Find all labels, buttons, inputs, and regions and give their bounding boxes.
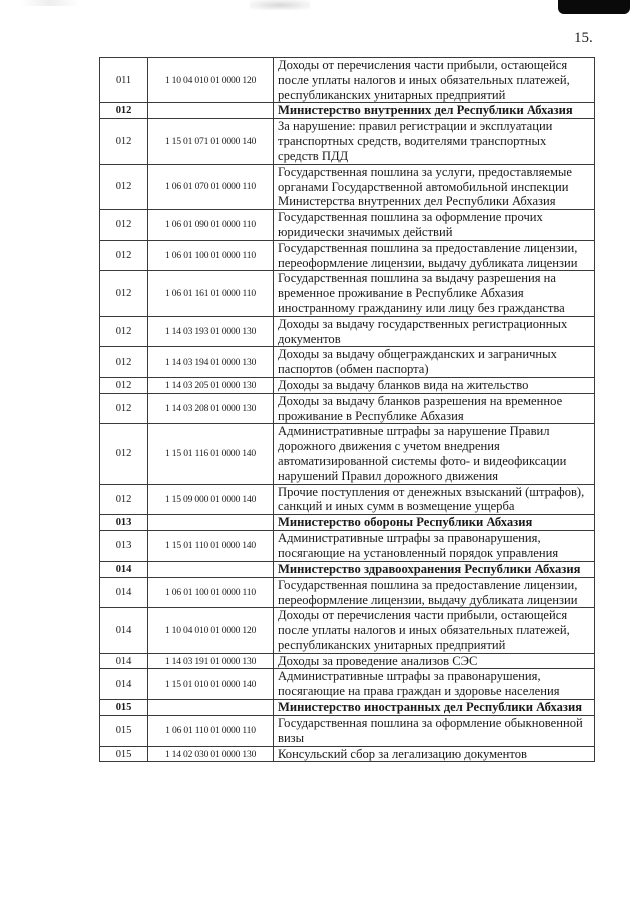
- table-row: [100, 531, 595, 562]
- admin-code-cell: 014: [100, 653, 148, 669]
- revenue-description-cell: Государственная пошлина за оформление прочих юридически значимых действий: [274, 210, 595, 241]
- revenue-description-cell: Доходы за выдачу бланков разрешения на временное проживание в Республике Абхазия: [274, 393, 595, 424]
- table-row: [100, 577, 595, 608]
- budget-code-cell: 1 06 01 070 01 0000 110: [148, 164, 274, 209]
- budget-code-cell: [148, 561, 274, 577]
- ministry-header-row: [100, 700, 595, 716]
- budget-code-cell: 1 14 02 030 01 0000 130: [148, 746, 274, 762]
- admin-code-cell: 015: [100, 746, 148, 762]
- revenue-description-cell: Доходы за выдачу общегражданских и заграничных паспортов (обмен паспорта): [274, 347, 595, 378]
- table-row: [100, 653, 595, 669]
- budget-code-cell: 1 06 01 100 01 0000 110: [148, 240, 274, 271]
- revenue-codes-table: [99, 57, 595, 762]
- table-row: [100, 347, 595, 378]
- revenue-description-cell: Прочие поступления от денежных взысканий (штрафов), санкций и иных сумм в возмещение ущерба: [274, 484, 595, 515]
- admin-code-cell: 014: [100, 669, 148, 700]
- admin-code-cell: 012: [100, 164, 148, 209]
- table-row: [100, 271, 595, 316]
- ministry-name-cell: Министерство здравоохранения Республики Абхазия: [274, 561, 595, 577]
- revenue-description-cell: Государственная пошлина за выдачу разрешения на временное проживание в Республике Абхазия иностранному гражданину или лицу без гражданства: [274, 271, 595, 316]
- table-row: [100, 240, 595, 271]
- ministry-name-cell: Министерство обороны Республики Абхазия: [274, 515, 595, 531]
- budget-code-cell: 1 06 01 090 01 0000 110: [148, 210, 274, 241]
- admin-code-cell: 013: [100, 515, 148, 531]
- admin-code-cell: 015: [100, 716, 148, 747]
- admin-code-cell: 012: [100, 119, 148, 164]
- revenue-description-cell: Консульский сбор за легализацию документов: [274, 746, 595, 762]
- admin-code-cell: 012: [100, 347, 148, 378]
- revenue-description-cell: Государственная пошлина за предоставление лицензии, переоформление лицензии, выдачу дубликата лицензии: [274, 240, 595, 271]
- table-row: [100, 716, 595, 747]
- scan-artifact: [20, 0, 80, 6]
- budget-code-cell: [148, 515, 274, 531]
- budget-code-cell: 1 15 01 071 01 0000 140: [148, 119, 274, 164]
- admin-code-cell: 012: [100, 210, 148, 241]
- revenue-description-cell: Доходы за выдачу государственных регистрационных документов: [274, 316, 595, 347]
- revenue-description-cell: За нарушение: правил регистрации и эксплуатации транспортных средств, водителями транспортных средств ПДД: [274, 119, 595, 164]
- budget-code-cell: [148, 103, 274, 119]
- budget-code-cell: [148, 700, 274, 716]
- revenue-description-cell: Доходы за выдачу бланков вида на жительство: [274, 377, 595, 393]
- budget-code-cell: 1 15 01 010 01 0000 140: [148, 669, 274, 700]
- revenue-description-cell: Доходы от перечисления части прибыли, остающейся после уплаты налогов и иных обязательных платежей, республиканских унитарных предприятий: [274, 58, 595, 103]
- revenue-description-cell: Государственная пошлина за оформление обыкновенной визы: [274, 716, 595, 747]
- table-row: [100, 164, 595, 209]
- binder-clip-shadow: [558, 0, 630, 14]
- budget-code-cell: 1 06 01 161 01 0000 110: [148, 271, 274, 316]
- budget-code-cell: 1 06 01 110 01 0000 110: [148, 716, 274, 747]
- budget-code-cell: 1 10 04 010 01 0000 120: [148, 608, 274, 653]
- ministry-header-row: [100, 515, 595, 531]
- table-row: [100, 377, 595, 393]
- table-row: [100, 669, 595, 700]
- ministry-header-row: [100, 103, 595, 119]
- revenue-description-cell: Государственная пошлина за предоставление лицензии, переоформление лицензии, выдачу дубликата лицензии: [274, 577, 595, 608]
- revenue-description-cell: Государственная пошлина за услуги, предоставляемые органами Государственной автомобильной инспекции Министерства внутренних дел Республики Абхазия: [274, 164, 595, 209]
- table-row: [100, 424, 595, 484]
- admin-code-cell: 012: [100, 103, 148, 119]
- budget-code-cell: 1 14 03 194 01 0000 130: [148, 347, 274, 378]
- admin-code-cell: 012: [100, 424, 148, 484]
- table-row: [100, 484, 595, 515]
- revenue-description-cell: Доходы за проведение анализов СЭС: [274, 653, 595, 669]
- budget-code-cell: 1 14 03 191 01 0000 130: [148, 653, 274, 669]
- table-row: [100, 119, 595, 164]
- table-row: [100, 746, 595, 762]
- table-row: [100, 58, 595, 103]
- budget-code-cell: 1 15 01 116 01 0000 140: [148, 424, 274, 484]
- budget-code-cell: 1 14 03 205 01 0000 130: [148, 377, 274, 393]
- scan-artifact: [250, 0, 310, 10]
- budget-code-cell: 1 06 01 100 01 0000 110: [148, 577, 274, 608]
- admin-code-cell: 015: [100, 700, 148, 716]
- admin-code-cell: 011: [100, 58, 148, 103]
- budget-code-cell: 1 15 09 000 01 0000 140: [148, 484, 274, 515]
- revenue-description-cell: Доходы от перечисления части прибыли, остающейся после уплаты налогов и иных обязательных платежей, республиканских унитарных предприятий: [274, 608, 595, 653]
- admin-code-cell: 014: [100, 608, 148, 653]
- admin-code-cell: 014: [100, 561, 148, 577]
- table-row: [100, 393, 595, 424]
- budget-code-cell: 1 14 03 208 01 0000 130: [148, 393, 274, 424]
- budget-code-cell: 1 14 03 193 01 0000 130: [148, 316, 274, 347]
- ministry-name-cell: Министерство внутренних дел Республики Абхазия: [274, 103, 595, 119]
- admin-code-cell: 014: [100, 577, 148, 608]
- admin-code-cell: 012: [100, 484, 148, 515]
- admin-code-cell: 013: [100, 531, 148, 562]
- ministry-header-row: [100, 561, 595, 577]
- admin-code-cell: 012: [100, 377, 148, 393]
- admin-code-cell: 012: [100, 271, 148, 316]
- page-number: 15.: [574, 30, 593, 46]
- table-row: [100, 316, 595, 347]
- budget-code-cell: 1 15 01 110 01 0000 140: [148, 531, 274, 562]
- revenue-description-cell: Административные штрафы за нарушение Правил дорожного движения с учетом внедрения автоматизированной системы фото- и видеофиксации нарушений Правил дорожного движения: [274, 424, 595, 484]
- table-row: [100, 608, 595, 653]
- admin-code-cell: 012: [100, 393, 148, 424]
- revenue-description-cell: Административные штрафы за правонарушения, посягающие на установленный порядок управления: [274, 531, 595, 562]
- ministry-name-cell: Министерство иностранных дел Республики Абхазия: [274, 700, 595, 716]
- table-row: [100, 210, 595, 241]
- revenue-description-cell: Административные штрафы за правонарушения, посягающие на права граждан и здоровье населения: [274, 669, 595, 700]
- admin-code-cell: 012: [100, 316, 148, 347]
- budget-code-cell: 1 10 04 010 01 0000 120: [148, 58, 274, 103]
- admin-code-cell: 012: [100, 240, 148, 271]
